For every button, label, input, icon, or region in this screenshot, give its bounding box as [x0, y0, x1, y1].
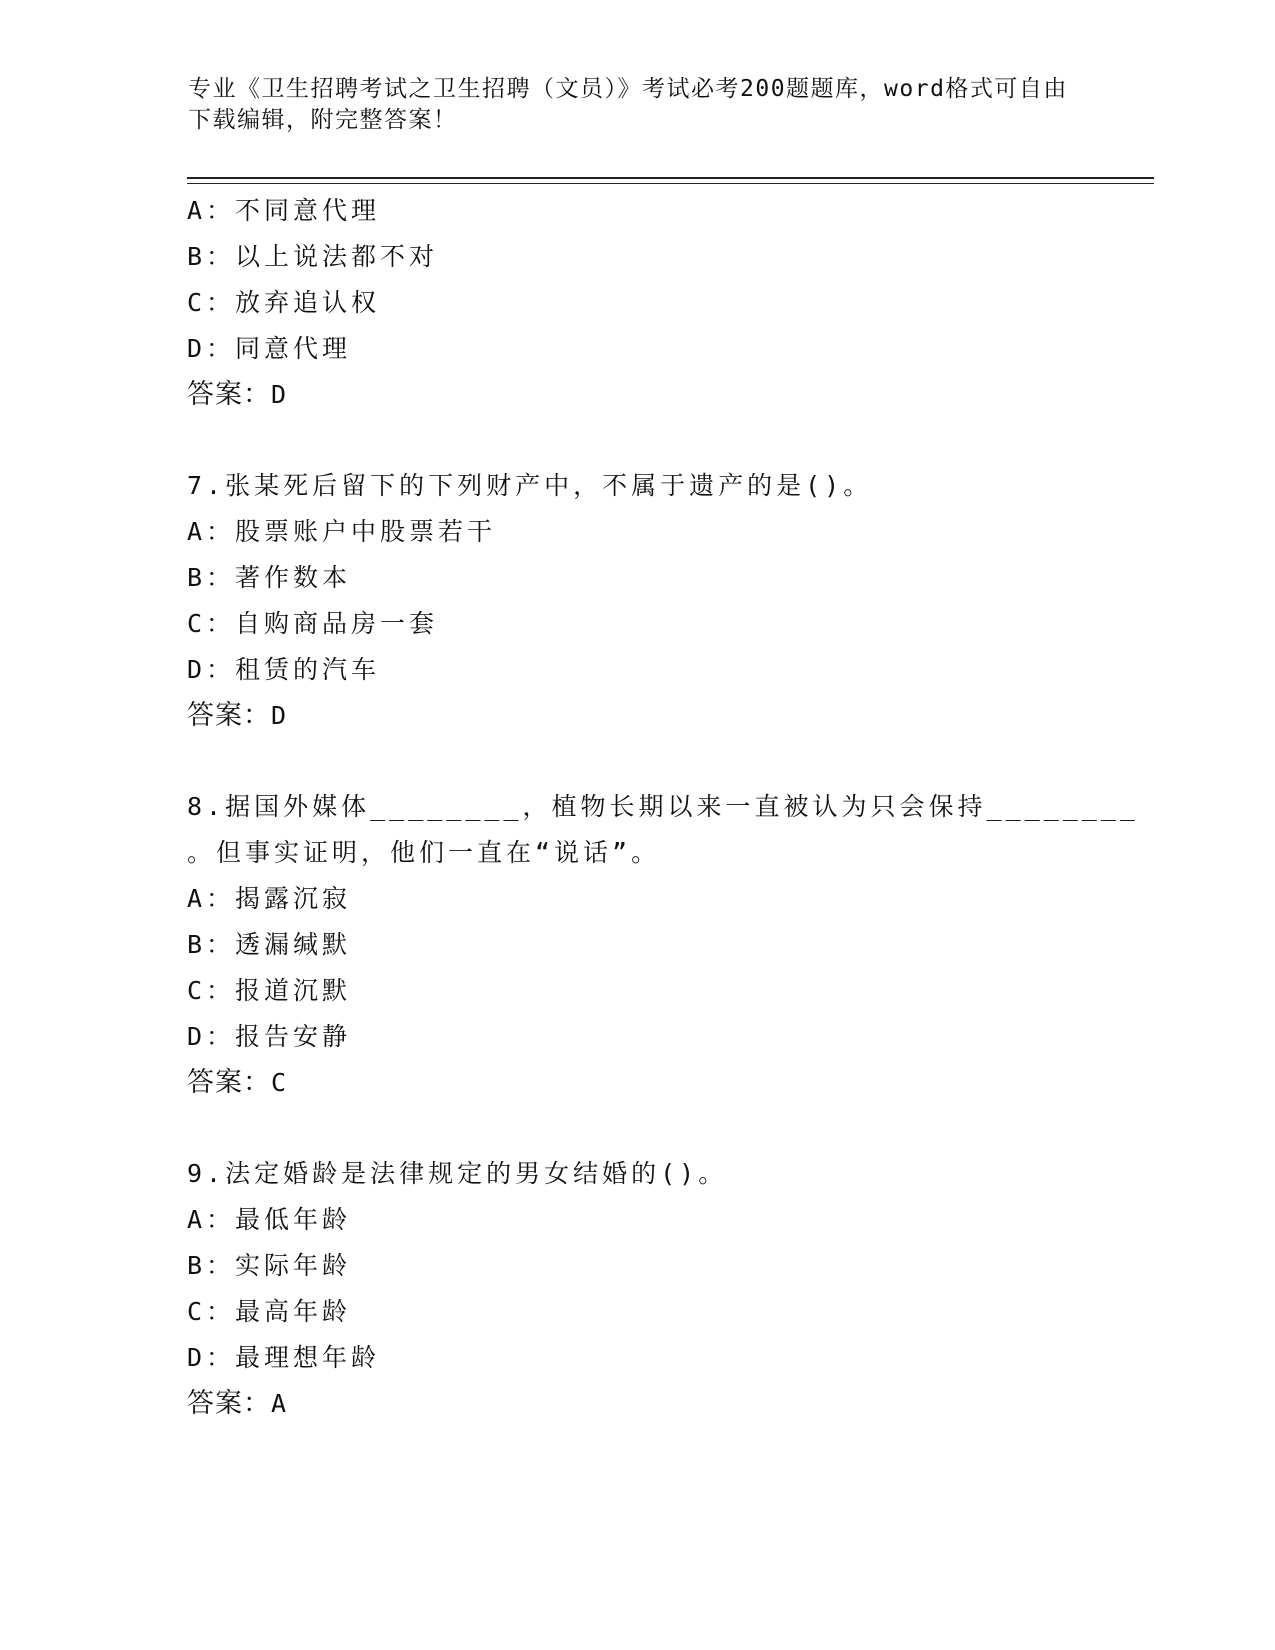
answer-line: [187, 1381, 1087, 1427]
option-c: C：报道沉默: [187, 976, 352, 1005]
answer-line: [187, 1060, 1087, 1106]
question-9: [187, 1151, 1087, 1427]
option-c: C：放弃追认权: [187, 288, 381, 317]
answer-value: D: [271, 701, 288, 730]
option-a: A：最低年龄: [187, 1205, 352, 1234]
option-d: D：租赁的汽车: [187, 655, 381, 684]
partial-question: [187, 188, 1087, 418]
option-b: B：以上说法都不对: [187, 242, 439, 271]
question-7: [187, 463, 1087, 739]
question-stem: 7.张某死后留下的下列财产中，不属于遗产的是()。: [187, 471, 873, 500]
option-d: D：报告安静: [187, 1022, 352, 1051]
answer-label: 答案：: [187, 1388, 271, 1419]
answer-value: D: [271, 380, 288, 409]
answer-label: 答案：: [187, 1067, 271, 1098]
header-divider-thick: [187, 177, 1154, 179]
answer-line: [187, 693, 1087, 739]
header-divider-thin: [187, 183, 1154, 184]
answer-value: A: [271, 1389, 288, 1418]
option-d: D：同意代理: [187, 334, 352, 363]
question-8: [187, 784, 1139, 1106]
option-d: D：最理想年龄: [187, 1343, 381, 1372]
option-c: C：最高年龄: [187, 1297, 352, 1326]
answer-label: 答案：: [187, 379, 271, 410]
option-a: A：股票账户中股票若干: [187, 517, 497, 546]
option-c: C：自购商品房一套: [187, 609, 439, 638]
option-b: B：透漏缄默: [187, 930, 352, 959]
question-stem-continued: 。但事实证明，他们一直在“说话”。: [187, 838, 661, 867]
document-header: 专业《卫生招聘考试之卫生招聘（文员）》考试必考200题题库，word格式可自由下载编辑，附完整答案！: [188, 76, 1068, 133]
option-b: B：实际年龄: [187, 1251, 352, 1280]
answer-label: 答案：: [187, 700, 271, 731]
answer-value: C: [271, 1068, 288, 1097]
question-list: [187, 188, 1139, 1427]
question-stem: 9.法定婚龄是法律规定的男女结婚的()。: [187, 1159, 728, 1188]
option-a: A：揭露沉寂: [187, 884, 352, 913]
option-b: B：著作数本: [187, 563, 352, 592]
question-stem: 8.据国外媒体________，植物长期以来一直被认为只会保持________: [187, 792, 1139, 821]
answer-line: [187, 372, 1087, 418]
option-a: A：不同意代理: [187, 196, 381, 225]
